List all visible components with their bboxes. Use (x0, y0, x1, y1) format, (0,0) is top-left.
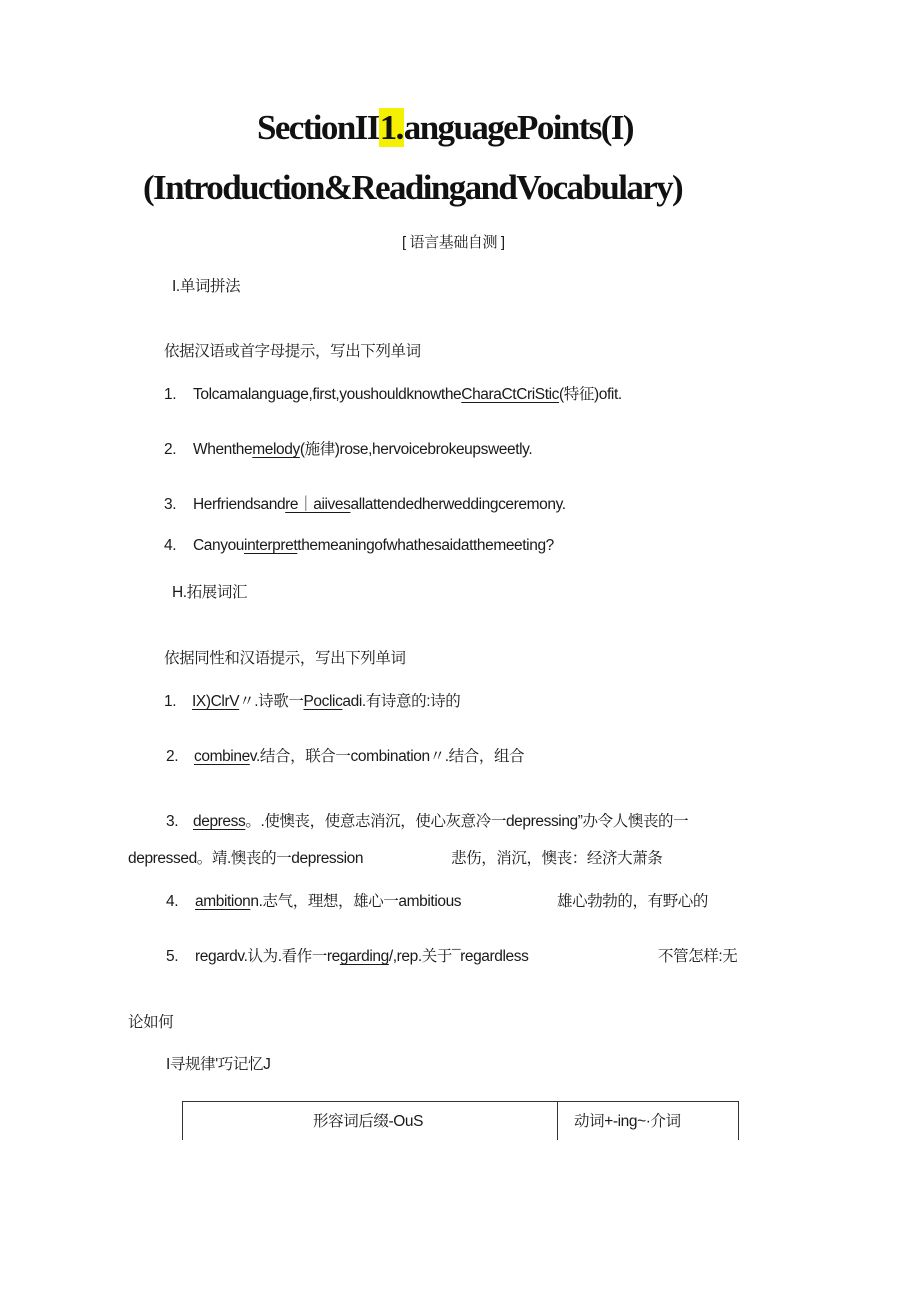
item-number: 1. (164, 693, 177, 710)
page-title-line2: (Introduction&ReadingandVocabulary) (143, 168, 683, 207)
vocab-tail: 雄心勃勃的，有野心的 (557, 893, 709, 910)
answer-blank: IX)ClrV (192, 693, 240, 710)
section1-heading: I.单词拼法 (172, 278, 241, 295)
item-text: adi.有诗意的:诗的 (342, 693, 461, 710)
table-header: 动词+-ing~·介词 (574, 1113, 681, 1130)
vocab-continuation: 论如何 (128, 1014, 174, 1031)
item-text: themeaningofwhathesaidatthemeeting? (297, 537, 554, 554)
answer-blank: ambition (195, 893, 251, 910)
answer-blank: melody (252, 441, 300, 458)
item-text: v.结合，联合一combination〃.结合，组合 (249, 748, 525, 765)
highlighted-text: 1. (379, 108, 403, 147)
item-text: regard (195, 948, 238, 965)
vocab-tail: 不管怎样:无 (658, 948, 738, 965)
title-line1-part2: anguagePoints(I) (403, 108, 633, 147)
vocab-item (166, 809, 688, 831)
item-text: 〃.诗歌一 (239, 693, 304, 710)
item-text: allattendedherweddingceremony. (350, 496, 566, 513)
item-number: 3. (164, 496, 177, 513)
item-number: 3. (166, 813, 179, 830)
section1-instruction: 依据汉语或首字母提示，写出下列单词 (164, 343, 421, 360)
exercise-item (164, 537, 554, 555)
item-text: /,rep.关于¯regardless (388, 948, 529, 965)
exercise-item (164, 492, 566, 514)
item-number: 2. (166, 748, 179, 765)
item-number: 2. (164, 441, 177, 458)
section-subtitle: [ 语言基础自测 ] (402, 234, 505, 251)
item-text: (特征)ofit. (559, 386, 622, 403)
answer-blank: garding (339, 948, 389, 965)
vocab-item (166, 889, 461, 911)
vocab-item (166, 744, 524, 766)
vocab-continuation: depressed。靖.懊丧的一depression (128, 850, 364, 867)
answer-blank: re｜aiives (285, 496, 351, 513)
answer-blank: combine (194, 748, 250, 765)
vocab-tail: 悲伤，消沉，懊丧：经济大萧条 (451, 850, 663, 867)
item-number: 5. (166, 948, 179, 965)
item-text: Canyou (193, 537, 245, 554)
item-text: 。.使懊丧，使意志消沉，使心灰意冷一depressing”办令人懊丧的一 (245, 813, 689, 830)
vocab-item (166, 944, 528, 966)
suffix-table (182, 1101, 739, 1140)
item-text: Whenthe (193, 441, 253, 458)
answer-blank: interpret (244, 537, 298, 554)
table-header: 形容词后缀-OuS (313, 1113, 424, 1130)
item-text: n.志气，理想，雄心一ambitious (250, 893, 462, 910)
section2-heading: H.拓展词汇 (172, 584, 248, 601)
table-divider (557, 1102, 558, 1140)
page-title-line1 (257, 108, 633, 148)
vocab-item (164, 689, 460, 711)
title-line1-part1: SectionII (257, 108, 379, 147)
answer-blank: depress (193, 813, 246, 830)
item-text: Tolcamalanguage,first,youshouldknowthe (193, 386, 462, 403)
memory-heading: I寻规律'巧记忆J (166, 1056, 271, 1073)
item-text: (施律)rose,hervoicebrokeupsweetly. (299, 441, 533, 458)
section2-instruction: 依据同性和汉语提示，写出下列单词 (164, 650, 406, 667)
exercise-item (164, 382, 622, 404)
answer-blank: CharaCtCriStic (461, 386, 560, 403)
exercise-item (164, 437, 532, 459)
item-text: Herfriendsand (193, 496, 286, 513)
answer-blank: Poclic (303, 693, 343, 710)
item-text: v.认为.看作一re (237, 948, 340, 965)
item-number: 1. (164, 386, 177, 403)
item-number: 4. (166, 893, 179, 910)
item-number: 4. (164, 537, 177, 554)
